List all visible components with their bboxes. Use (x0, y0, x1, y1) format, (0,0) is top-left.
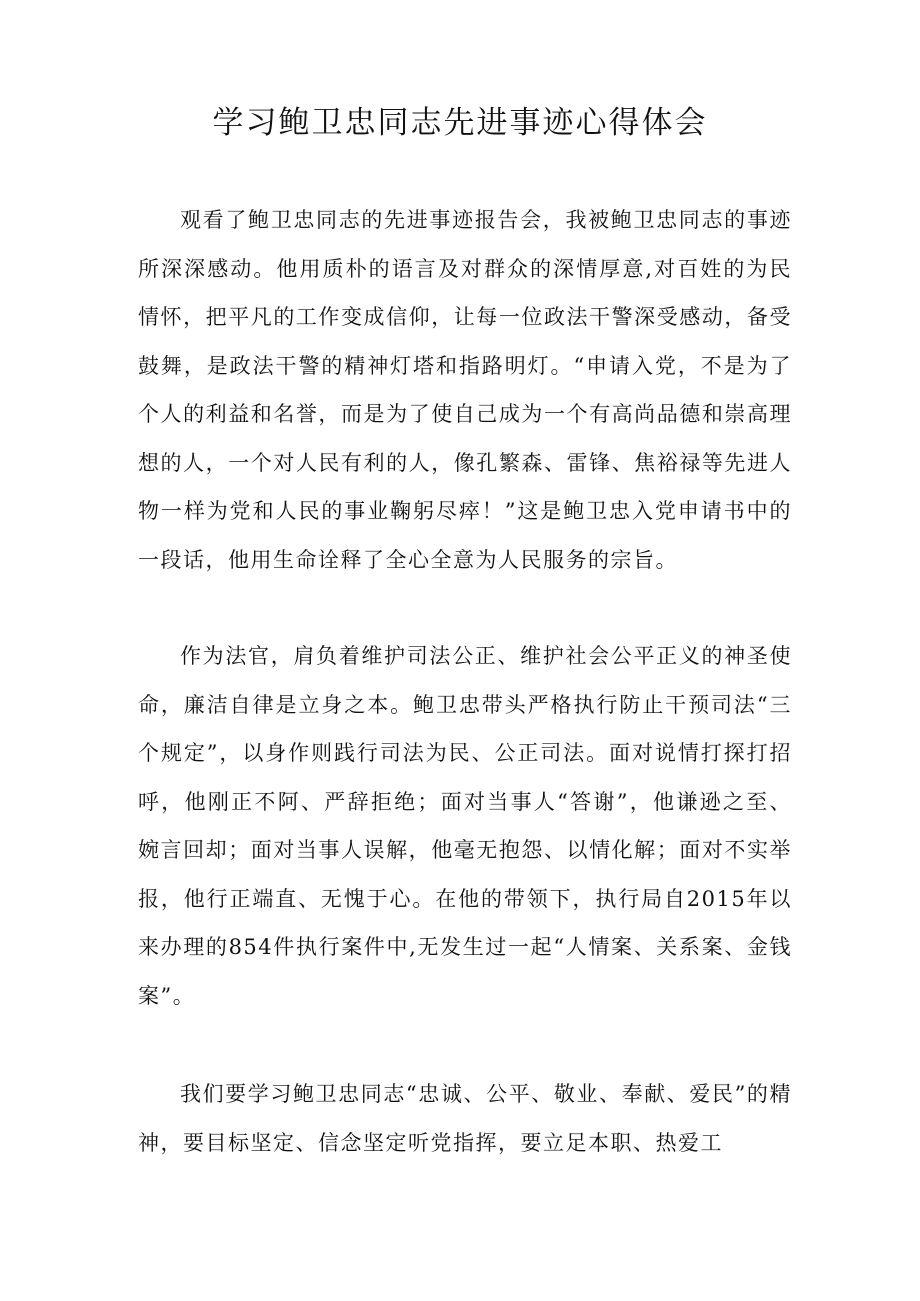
document-body (138, 0, 792, 1301)
document-title: 学习鲍卫忠同志先进事迹心得体会 (212, 105, 708, 141)
paragraph-2: 作为法官，肩负着维护司法公正、维护社会公平正义的神圣使命，廉洁自律是立身之本。鲍卫忠带头严格执行防止干预司法“三个规定”，以身作则践行司法为民、公正司法。面对说情打探打招呼，他刚正不阿、严辞拒绝；面对当事人“答谢”，他谦逊之至、婉言回却；面对当事人误解，他毫无抱怨、以情化解；面对不实举报，他行正端直、无愧于心。在他的带领下，执行局自2015年以来办理的854件执行案件中,无发生过一起“人情案、关系案、金钱案”。 (138, 644, 792, 1008)
paragraph-1: 观看了鲍卫忠同志的先进事迹报告会，我被鲍卫忠同志的事迹所深深感动。他用质朴的语言及对群众的深情厚意,对百姓的为民情怀，把平凡的工作变成信仰，让每一位政法干警深受感动，备受鼓舞，是政法干警的精神灯塔和指路明灯。“申请入党，不是为了个人的利益和名誉，而是为了使自己成为一个有高尚品德和崇高理想的人，一个对人民有利的人，像孔繁森、雷锋、焦裕禄等先进人物一样为党和人民的事业鞠躬尽瘁！”这是鲍卫忠入党申请书中的一段话，他用生命诠释了全心全意为人民服务的宗旨。 (138, 208, 792, 572)
paragraph-3: 我们要学习鲍卫忠同志“忠诚、公平、敬业、奉献、爱民”的精神，要目标坚定、信念坚定听党指挥，要立足本职、热爱工 (138, 1082, 792, 1155)
